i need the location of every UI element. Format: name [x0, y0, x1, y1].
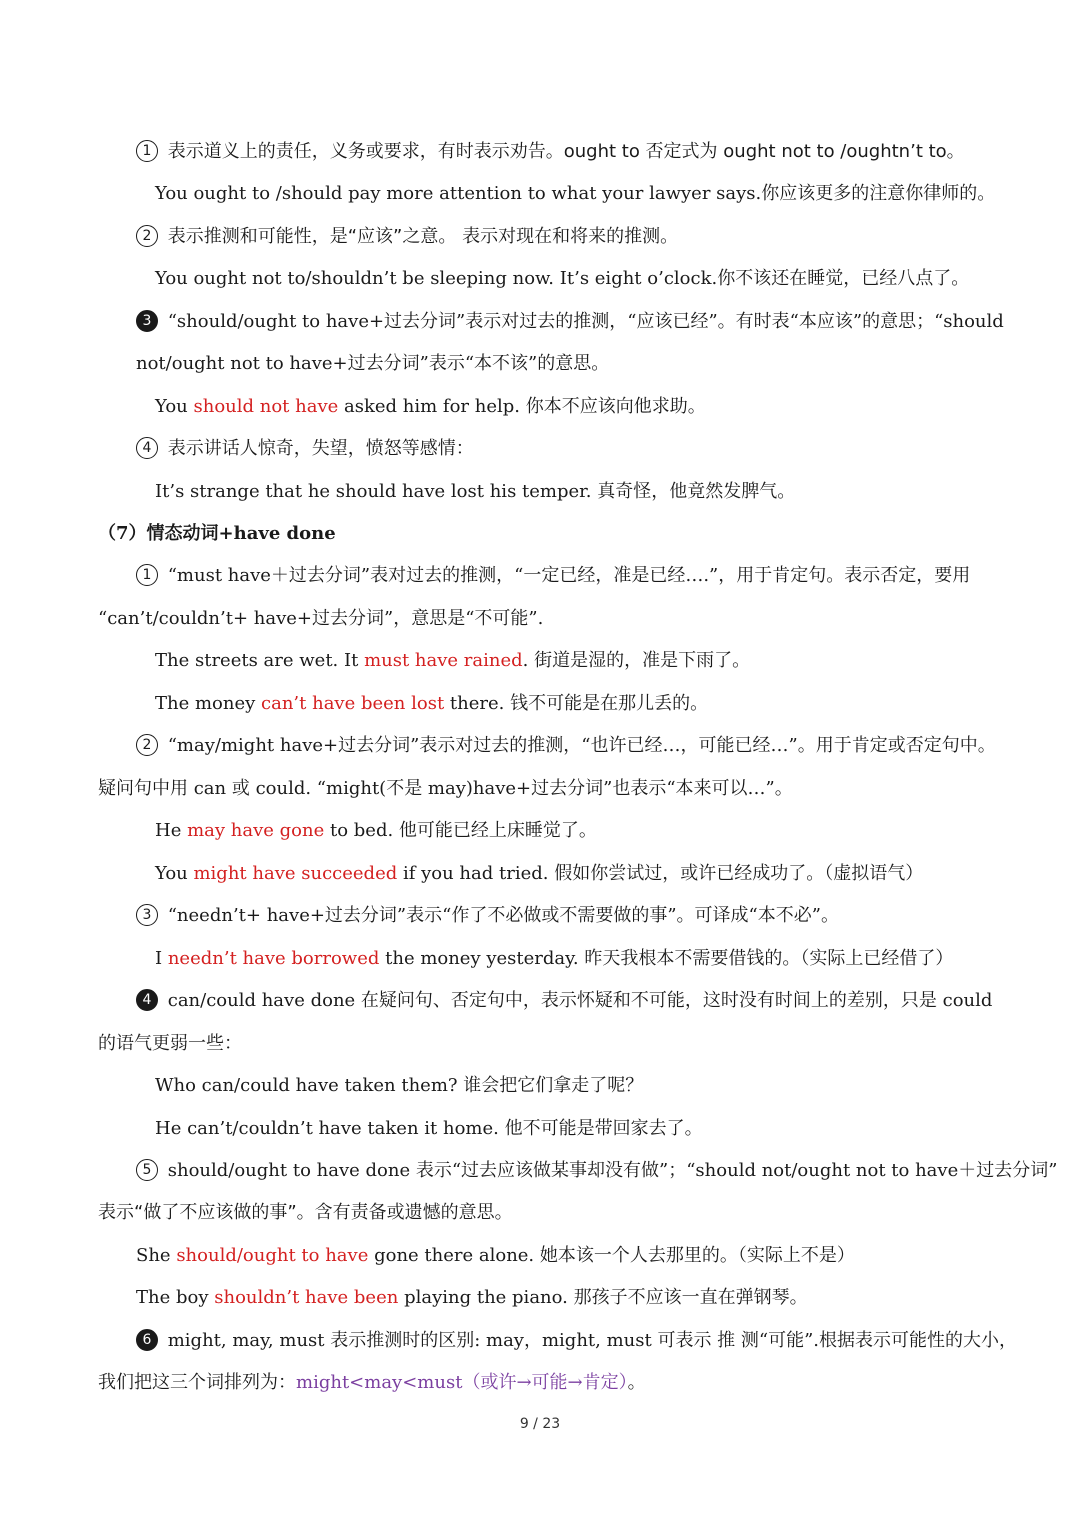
highlight-phrase: shouldn’t have been	[214, 1287, 399, 1308]
example-sentence: You ought not to/shouldn’t be sleeping now. It’s eight o’clock.你不该还在睡觉，已经八点了。	[155, 268, 970, 289]
example-sentence: The money can’t have been lost there. 钱不可能是在那儿丢的。	[155, 693, 709, 714]
item-2-text: 2 “may/might have+过去分词”表示对过去的推测，“也许已经…，可能已经…”。用于肯定或否定句中。	[136, 733, 996, 759]
ranking-phrase: might<may<must（或许→可能→肯定）	[296, 1372, 628, 1393]
item-continuation: “can’t/couldn’t+ have+过去分词”，意思是“不可能”.	[98, 608, 544, 629]
example-sentence: I needn’t have borrowed the money yesterday. 昨天我根本不需要借钱的。（实际上已经借了）	[155, 948, 954, 969]
item-6-text: 6 might, may, must 表示推测时的区别: may，might, must 可表示 推 测“可能”.根据表示可能性的大小，	[136, 1328, 1017, 1354]
example-sentence: He can’t/couldn’t have taken it home. 他不可能是带回家去了。	[155, 1118, 703, 1139]
example-sentence: You might have succeeded if you had tried. 假如你尝试过，或许已经成功了。（虚拟语气）	[155, 863, 924, 884]
circled-number-5: 5	[136, 1159, 158, 1181]
highlight-phrase: needn’t have borrowed	[167, 948, 380, 969]
highlight-phrase: can’t have been lost	[261, 693, 445, 714]
circled-number-4: 4	[136, 989, 158, 1011]
item-3-continuation: not/ought not to have+过去分词”表示“本不该”的意思。	[136, 353, 610, 374]
highlight-phrase: might have succeeded	[193, 863, 398, 884]
highlight-phrase: should not have	[193, 396, 339, 417]
item-continuation: 疑问句中用 can 或 could. “might(不是 may)have+过去分词”也表示“本来可以…”。	[98, 778, 793, 799]
circled-number-3: 3	[136, 310, 158, 332]
item-3-text: 3 “should/ought to have+过去分词”表示对过去的推测，“应该已经”。有时表“本应该”的意思；“should	[136, 309, 1004, 335]
item-continuation: 表示“做了不应该做的事”。含有责备或遗憾的意思。	[98, 1202, 513, 1223]
item-continuation: 我们把这三个词排列为：might<may<must（或许→可能→肯定）。	[98, 1372, 646, 1393]
highlight-phrase: should/ought to have	[176, 1245, 369, 1266]
section-heading: （7）情态动词+have done	[98, 523, 336, 544]
circled-number-2: 2	[136, 734, 158, 756]
item-4-text: 4 表示讲话人惊奇，失望，愤怒等感情：	[136, 436, 474, 462]
highlight-phrase: may have gone	[187, 820, 325, 841]
circled-number-1: 1	[136, 564, 158, 586]
circled-number-4: 4	[136, 437, 158, 459]
example-sentence: She should/ought to have gone there alone. 她本该一个人去那里的。（实际上不是）	[136, 1245, 855, 1266]
example-sentence: He may have gone to bed. 他可能已经上床睡觉了。	[155, 820, 597, 841]
example-sentence: Who can/could have taken them? 谁会把它们拿走了呢？	[155, 1075, 644, 1096]
item-continuation: 的语气更弱一些：	[98, 1033, 242, 1054]
example-sentence: You ought to /should pay more attention to what your lawyer says.你应该更多的注意你律师的。	[155, 183, 996, 204]
page-number: 9 / 23	[519, 1416, 561, 1432]
circled-number-1: 1	[136, 140, 158, 162]
example-sentence: The streets are wet. It must have rained. 街道是湿的，准是下雨了。	[155, 650, 751, 671]
example-sentence: You should not have asked him for help. 你本不应该向他求助。	[155, 396, 706, 417]
item-1-text: 1 表示道义上的责任，义务或要求，有时表示劝告。ought to 否定式为 ought not to /oughtn’t to。	[136, 139, 965, 165]
circled-number-6: 6	[136, 1329, 158, 1351]
example-sentence: It’s strange that he should have lost his temper. 真奇怪，他竟然发脾气。	[155, 481, 796, 502]
item-3-text: 3 “needn’t+ have+过去分词”表示“作了不必做或不需要做的事”。可译成“本不必”。	[136, 903, 839, 929]
circled-number-3: 3	[136, 904, 158, 926]
example-sentence: The boy shouldn’t have been playing the piano. 那孩子不应该一直在弹钢琴。	[136, 1287, 808, 1308]
circled-number-2: 2	[136, 225, 158, 247]
item-4-text: 4 can/could have done 在疑问句、否定句中，表示怀疑和不可能，这时没有时间上的差别，只是 could	[136, 988, 992, 1014]
item-2-text: 2 表示推测和可能性，是“应该”之意。 表示对现在和将来的推测。	[136, 224, 678, 250]
item-5-text: 5 should/ought to have done 表示“过去应该做某事却没有做”；“should not/ought not to have＋过去分词”	[136, 1158, 1057, 1184]
item-1-text: 1 “must have＋过去分词”表对过去的推测，“一定已经，准是已经….”，用于肯定句。表示否定，要用	[136, 563, 970, 589]
highlight-phrase: must have rained	[364, 650, 523, 671]
